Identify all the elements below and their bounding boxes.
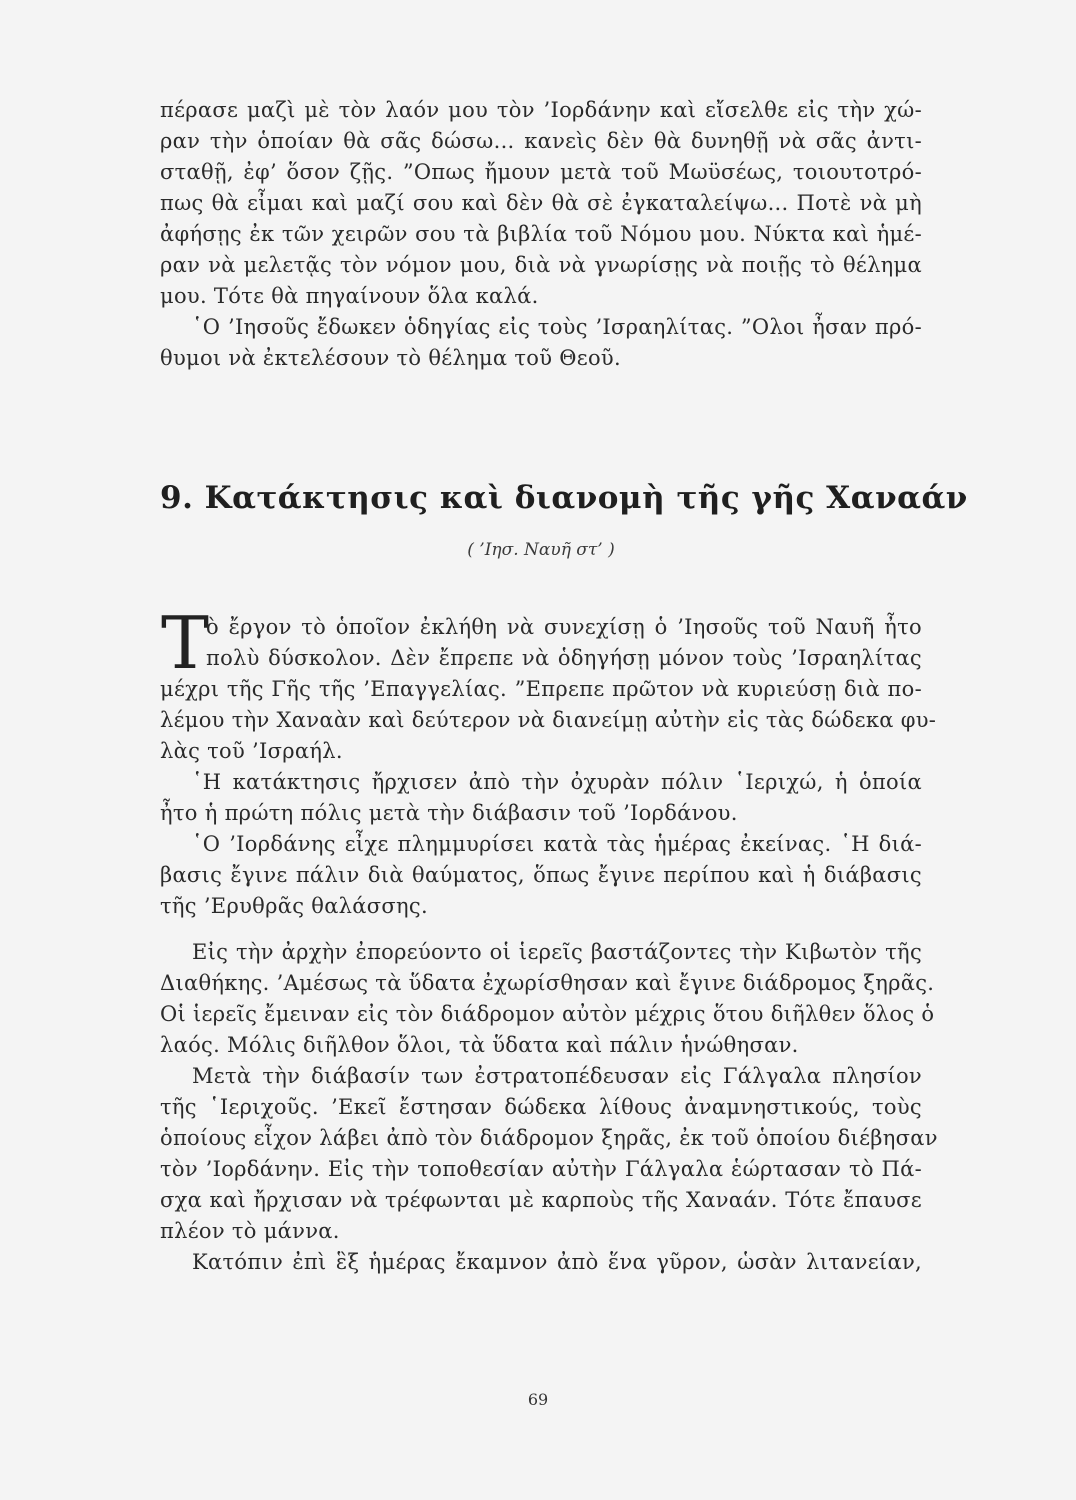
text-line: ἀφήσῃς ἐκ τῶν χειρῶν σου τὰ βιβλία τοῦ Νόμου μου. Νύκτα καὶ ἡμέ- [160, 222, 922, 246]
opening-paragraphs [160, 95, 922, 374]
text-line: πως θὰ εἶμαι καὶ μαζί σου καὶ δὲν θὰ σὲ ἐγκαταλείψω... Ποτὲ νὰ μὴ [160, 191, 922, 215]
text-line: ῾Η κατάκτησις ἤρχισεν ἀπὸ τὴν ὀχυρὰν πόλιν ῾Ιεριχώ, ἡ ὁποία [192, 770, 922, 794]
text-line: ῾Ο ’Ιορδάνης εἶχε πλημμυρίσει κατὰ τὰς ἡμέρας ἐκείνας. ῾Η διά- [192, 832, 922, 856]
text-line: πολὺ δύσκολον. Δὲν ἔπρεπε νὰ ὁδηγήσῃ μόνον τοὺς ’Ισραηλίτας [206, 646, 922, 670]
chapter-subtitle: ( ’Ιησ. Ναυῆ στ’ ) [467, 540, 615, 560]
text-line: Μετὰ τὴν διάβασίν των ἐστρατοπέδευσαν εἰς Γάλγαλα πλησίον [192, 1064, 922, 1088]
chapter-title: 9. Κατάκτησις καὶ διανομὴ τῆς γῆς Χαναάν [160, 480, 968, 516]
text-line: τῆς ’Ερυθρᾶς θαλάσσης. [160, 894, 428, 918]
text-line: σταθῇ, ἐφ’ ὅσον ζῇς. ”Οπως ἤμουν μετὰ τοῦ Μωϋσέως, τοιουτοτρό- [160, 160, 922, 184]
page-number: 69 [527, 1390, 549, 1409]
text-line: σχα καὶ ἤρχισαν νὰ τρέφωνται μὲ καρποὺς τῆς Χαναάν. Τότε ἔπαυσε [160, 1188, 922, 1212]
text-line: Διαθήκης. ’Αμέσως τὰ ὕδατα ἐχωρίσθησαν καὶ ἔγινε διάδρομος ξηρᾶς. [160, 971, 935, 995]
text-line: Οἱ ἱερεῖς ἔμειναν εἰς τὸν διάδρομον αὐτὸν μέχρις ὅτου διῆλθεν ὅλος ὁ [160, 1002, 935, 1026]
drop-cap: Τ [161, 601, 210, 685]
text-line: θυμοι νὰ ἐκτελέσουν τὸ θέλημα τοῦ Θεοῦ. [160, 346, 621, 370]
text-line: πλέον τὸ μάννα. [160, 1219, 340, 1243]
text-line: βασις ἔγινε πάλιν διὰ θαύματος, ὅπως ἔγινε περίπου καὶ ἡ διάβασις [160, 863, 922, 887]
text-line: τῆς ῾Ιεριχοῦς. ’Εκεῖ ἔστησαν δώδεκα λίθους ἀναμνηστικούς, τοὺς [160, 1095, 922, 1119]
text-line: ὸ ἔργον τὸ ὁποῖον ἐκλήθη νὰ συνεχίσῃ ὁ ’Ιησοῦς τοῦ Ναυῆ ἦτο [206, 615, 922, 639]
text-line: λὰς τοῦ ’Ισραήλ. [160, 739, 343, 763]
text-line: ὁποίους εἶχον λάβει ἀπὸ τὸν διάδρομον ξηρᾶς, ἐκ τοῦ ὁποίου διέβησαν [160, 1126, 938, 1150]
text-line: μου. Τότε θὰ πηγαίνουν ὅλα καλά. [160, 284, 539, 308]
chapter-body [160, 601, 938, 1278]
text-line: λέμου τὴν Χαναὰν καὶ δεύτερον νὰ διανείμῃ αὐτὴν εἰς τὰς δώδεκα φυ- [160, 708, 937, 732]
text-line: μέχρι τῆς Γῆς τῆς ’Επαγγελίας. ”Επρεπε πρῶτον νὰ κυριεύσῃ διὰ πο- [160, 677, 922, 701]
text-line: ραν νὰ μελετᾷς τὸν νόμον μου, διὰ νὰ γνωρίσῃς νὰ ποιῇς τὸ θέλημα [160, 253, 922, 277]
text-line: Κατόπιν ἐπὶ ἓξ ἡμέρας ἔκαμνον ἀπὸ ἕνα γῦρον, ὡσὰν λιτανείαν, [192, 1250, 922, 1274]
text-line: ἦτο ἡ πρώτη πόλις μετὰ τὴν διάβασιν τοῦ ’Ιορδάνου. [160, 801, 738, 825]
text-line: λαός. Μόλις διῆλθον ὅλοι, τὰ ὕδατα καὶ πάλιν ἡνώθησαν. [160, 1033, 799, 1057]
text-line: πέρασε μαζὶ μὲ τὸν λαόν μου τὸν ’Ιορδάνην καὶ εἴσελθε εἰς τὴν χώ- [160, 98, 922, 122]
text-line: τὸν ’Ιορδάνην. Εἰς τὴν τοποθεσίαν αὐτὴν Γάλγαλα ἑώρτασαν τὸ Πά- [160, 1157, 922, 1181]
paragraph-gap [160, 922, 922, 937]
text-line: ῾Ο ’Ιησοῦς ἔδωκεν ὁδηγίας εἰς τοὺς ’Ισραηλίτας. ”Ολοι ἦσαν πρό- [192, 315, 922, 339]
text-line: ραν τὴν ὁποίαν θὰ σᾶς δώσω... κανεὶς δὲν θὰ δυνηθῇ νὰ σᾶς ἀντι- [160, 129, 922, 153]
text-line: Εἰς τὴν ἀρχὴν ἐπορεύοντο οἱ ἱερεῖς βαστάζοντες τὴν Κιβωτὸν τῆς [192, 940, 922, 964]
